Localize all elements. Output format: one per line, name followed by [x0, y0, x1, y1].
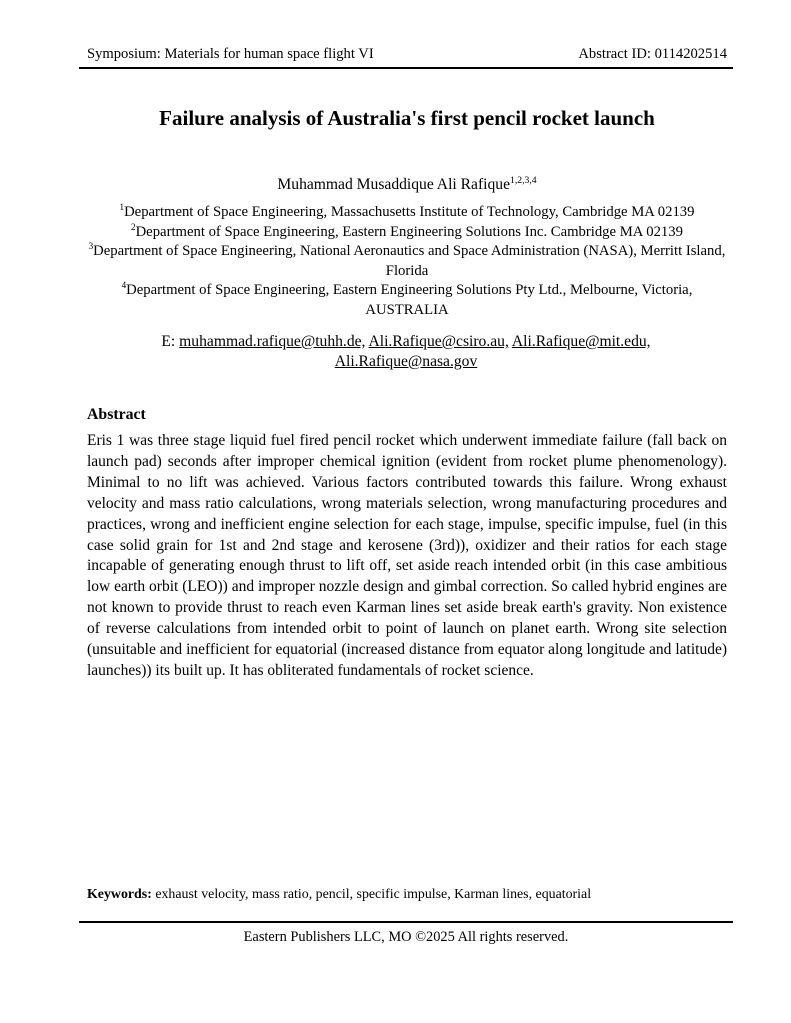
abstract-text: Eris 1 was three stage liquid fuel fired pencil rocket which underwent immediate failure (fall back on launch pad) seconds after improper chemical ignition (evident from rocket plume phenomenology). Minimal to no lift was achieved. Various factors contributed towards this failure. Wrong exhaust velocity and mass ratio calculations, wrong materials selection, wrong manufacturing procedures and practices, wrong and inefficient engine selection for each stage, impulse, specific impulse, fuel (in this case solid grain for 1st and 2nd stage and kerosene (3rd)), oxidizer and their ratios for each stage incapable of generating enough thrust to lift off, set aside reach intended orbit (in this case ambitious low earth orbit (LEO)) and improper nozzle design and gimbal correction. So called hybrid engines are not known to provide thrust to reach even Karman lines set aside break earth's gravity. Non existence of reverse calculations from intended orbit to point of launch on planet earth. Wrong site selection (unsuitable and inefficient for equatorial (increased distance from equator along longitude and latitude) launches)) its built up. It has obliterated fundamentals of rocket science.: [87, 432, 727, 679]
affiliation-4: [87, 281, 727, 320]
email-line: [128, 332, 684, 372]
footer-copyright: Eastern Publishers LLC, MO ©2025 All rights reserved.: [243, 929, 569, 945]
page-footer: [79, 921, 733, 946]
email-link-tuhh[interactable]: muhammad.rafique@tuhh.de,: [179, 333, 366, 350]
document-body: [79, 45, 733, 682]
email-prefix: E:: [161, 333, 176, 350]
affiliations-block: [87, 203, 727, 320]
affiliation-3-text: Department of Space Engineering, National Aeronautics and Space Administration (NASA), Merritt Island, Florida: [93, 243, 726, 279]
keywords-list: exhaust velocity, mass ratio, pencil, specific impulse, Karman lines, equatorial: [155, 887, 592, 902]
affiliation-2-mark: 2: [131, 221, 136, 232]
page-title: Failure analysis of Australia's first pencil rocket launch: [159, 106, 655, 130]
header-abstract-id: Abstract ID: 0114202514: [578, 46, 727, 62]
affiliation-4-mark: 4: [121, 280, 127, 291]
running-header: [79, 45, 733, 69]
keywords-label: Keywords:: [87, 887, 152, 902]
email-link-mit[interactable]: Ali.Rafique@mit.edu,: [511, 333, 651, 350]
header-symposium-label: Symposium: Materials for human space flight VI: [87, 46, 374, 62]
affiliation-1-text: Department of Space Engineering, Massachusetts Institute of Technology, Cambridge MA 02139: [124, 204, 695, 220]
abstract-heading: Abstract: [87, 406, 146, 423]
affiliation-4-text: Department of Space Engineering, Eastern Engineering Solutions Pty Ltd., Melbourne, Victoria, AUSTRALIA: [126, 282, 693, 318]
author-line: [87, 175, 727, 195]
email-link-csiro[interactable]: Ali.Rafique@csiro.au,: [368, 333, 509, 350]
author-affiliation-marks: 1,2,3,4: [510, 174, 537, 186]
affiliation-2-text: Department of Space Engineering, Eastern Engineering Solutions Inc. Cambridge MA 02139: [135, 223, 683, 240]
affiliation-2: [87, 223, 727, 243]
author-name: Muhammad Musaddique Ali Rafique: [277, 176, 510, 193]
affiliation-3-mark: 3: [88, 241, 94, 252]
email-link-nasa[interactable]: Ali.Rafique@nasa.gov: [334, 353, 478, 370]
affiliation-1-mark: 1: [119, 202, 125, 213]
affiliation-1: [87, 203, 727, 223]
affiliation-3: [87, 242, 727, 281]
keywords-line: [87, 886, 727, 904]
